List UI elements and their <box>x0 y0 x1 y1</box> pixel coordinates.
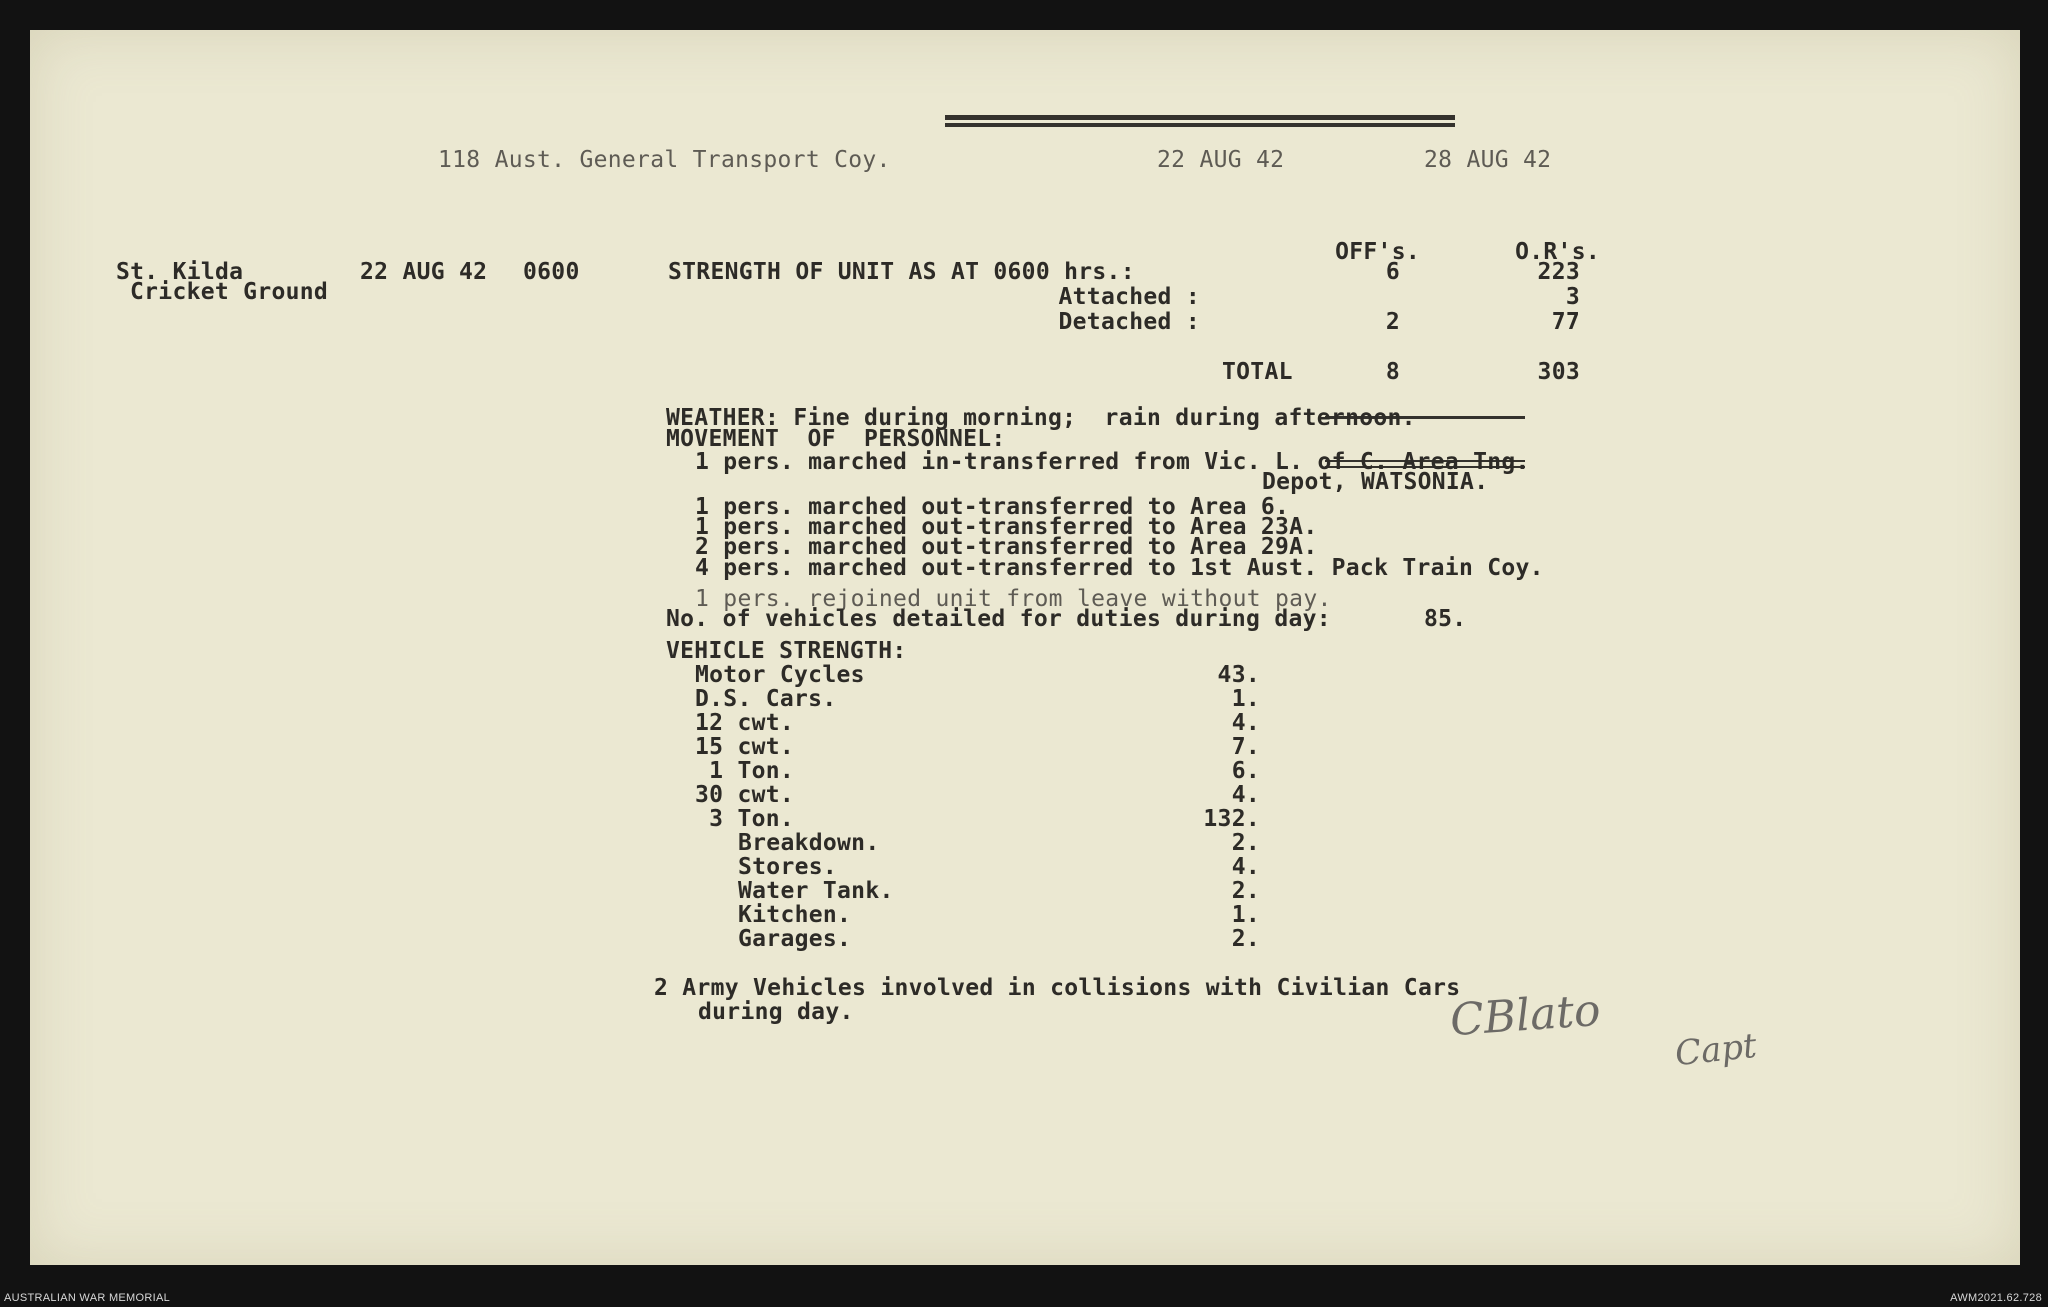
total-offs: 8 <box>1385 359 1400 385</box>
place-line-2: Cricket Ground <box>130 279 329 305</box>
strength-offs: 6 <box>1385 259 1400 285</box>
period-from: 22 AUG 42 <box>1157 147 1285 173</box>
vehicle-label: Stores. <box>738 854 838 880</box>
movement-line: 1 pers. rejoined unit from leave without pay. <box>695 586 1332 612</box>
vehicle-count: 4. <box>1231 854 1260 880</box>
vehicle-count: 1. <box>1231 902 1260 928</box>
vehicle-count: 1. <box>1231 686 1260 712</box>
vehicle-label: 12 cwt. <box>695 710 795 736</box>
signature: CBlato <box>1448 984 1603 1047</box>
entry-time: 0600 <box>523 259 580 285</box>
top-rule <box>945 115 1455 120</box>
vehicle-count: 4. <box>1231 710 1260 736</box>
detached-offs: 2 <box>1385 309 1400 335</box>
vehicle-label: 15 cwt. <box>695 734 795 760</box>
vehicle-label: Garages. <box>738 926 852 952</box>
footer-item-id: AWM2021.62.728 <box>1950 1292 2042 1304</box>
vehicle-label: D.S. Cars. <box>695 686 837 712</box>
top-rule-lower <box>945 123 1455 127</box>
signature-rank: Capt <box>1673 1025 1759 1075</box>
vehicle-strength-heading: VEHICLE STRENGTH: <box>666 638 907 664</box>
period-to: 28 AUG 42 <box>1424 147 1552 173</box>
vehicle-count: 4. <box>1231 782 1260 808</box>
col-header-offs: OFF's. <box>1335 239 1420 265</box>
vehicle-count: 43. <box>1217 662 1260 688</box>
entry-date: 22 AUG 42 <box>360 259 488 285</box>
total-label: TOTAL <box>1222 359 1293 385</box>
movement-line: 2 pers. marched out-transferred to Area 29A. <box>695 534 1318 560</box>
vehicle-count: 6. <box>1231 758 1260 784</box>
vehicles-detailed-value: 85. <box>1424 606 1467 632</box>
detached-ors: 77 <box>1551 309 1580 335</box>
place-line-1: St. Kilda <box>116 259 244 285</box>
attached-label: Attached : <box>1058 284 1200 310</box>
vehicle-label: Kitchen. <box>738 902 852 928</box>
document-page <box>30 30 2020 1265</box>
vehicle-label: 30 cwt. <box>695 782 795 808</box>
vehicle-label: Motor Cycles <box>695 662 865 688</box>
vehicles-detailed-label: No. of vehicles detailed for duties during day: <box>666 606 1331 632</box>
vehicle-count: 2. <box>1231 926 1260 952</box>
vehicle-count: 2. <box>1231 878 1260 904</box>
movement-line: 1 pers. marched out-transferred to Area 6. <box>695 494 1290 520</box>
vehicle-count: 7. <box>1231 734 1260 760</box>
attached-ors: 3 <box>1565 284 1580 310</box>
movement-line: Depot, WATSONIA. <box>1262 469 1489 495</box>
vehicle-label: Water Tank. <box>738 878 894 904</box>
footer-archive-name: AUSTRALIAN WAR MEMORIAL <box>4 1292 171 1304</box>
vehicle-count: 2. <box>1231 830 1260 856</box>
vehicle-count: 132. <box>1203 806 1260 832</box>
weather-line: WEATHER: Fine during morning; rain during afternoon. <box>666 405 1416 431</box>
unit-name: 118 Aust. General Transport Coy. <box>438 147 891 173</box>
total-ors: 303 <box>1537 359 1580 385</box>
vehicle-label: 3 Ton. <box>695 806 795 832</box>
movement-heading: MOVEMENT OF PERSONNEL: <box>666 426 1006 452</box>
movement-line: 1 pers. marched in-transferred from Vic. L. of C. Area Tng. <box>695 449 1530 475</box>
movement-line: 4 pers. marched out-transferred to 1st Aust. Pack Train Coy. <box>695 555 1544 581</box>
remarks-line-1: 2 Army Vehicles involved in collisions with Civilian Cars <box>654 975 1461 1001</box>
strength-heading: STRENGTH OF UNIT AS AT 0600 hrs.: <box>668 259 1135 285</box>
strength-ors: 223 <box>1537 259 1580 285</box>
remarks-line-2: during day. <box>698 999 854 1025</box>
vehicle-label: Breakdown. <box>738 830 880 856</box>
movement-line: 1 pers. marched out-transferred to Area 23A. <box>695 514 1318 540</box>
vehicle-label: 1 Ton. <box>695 758 795 784</box>
detached-label: Detached : <box>1058 309 1200 335</box>
col-header-ors: O.R's. <box>1515 239 1600 265</box>
